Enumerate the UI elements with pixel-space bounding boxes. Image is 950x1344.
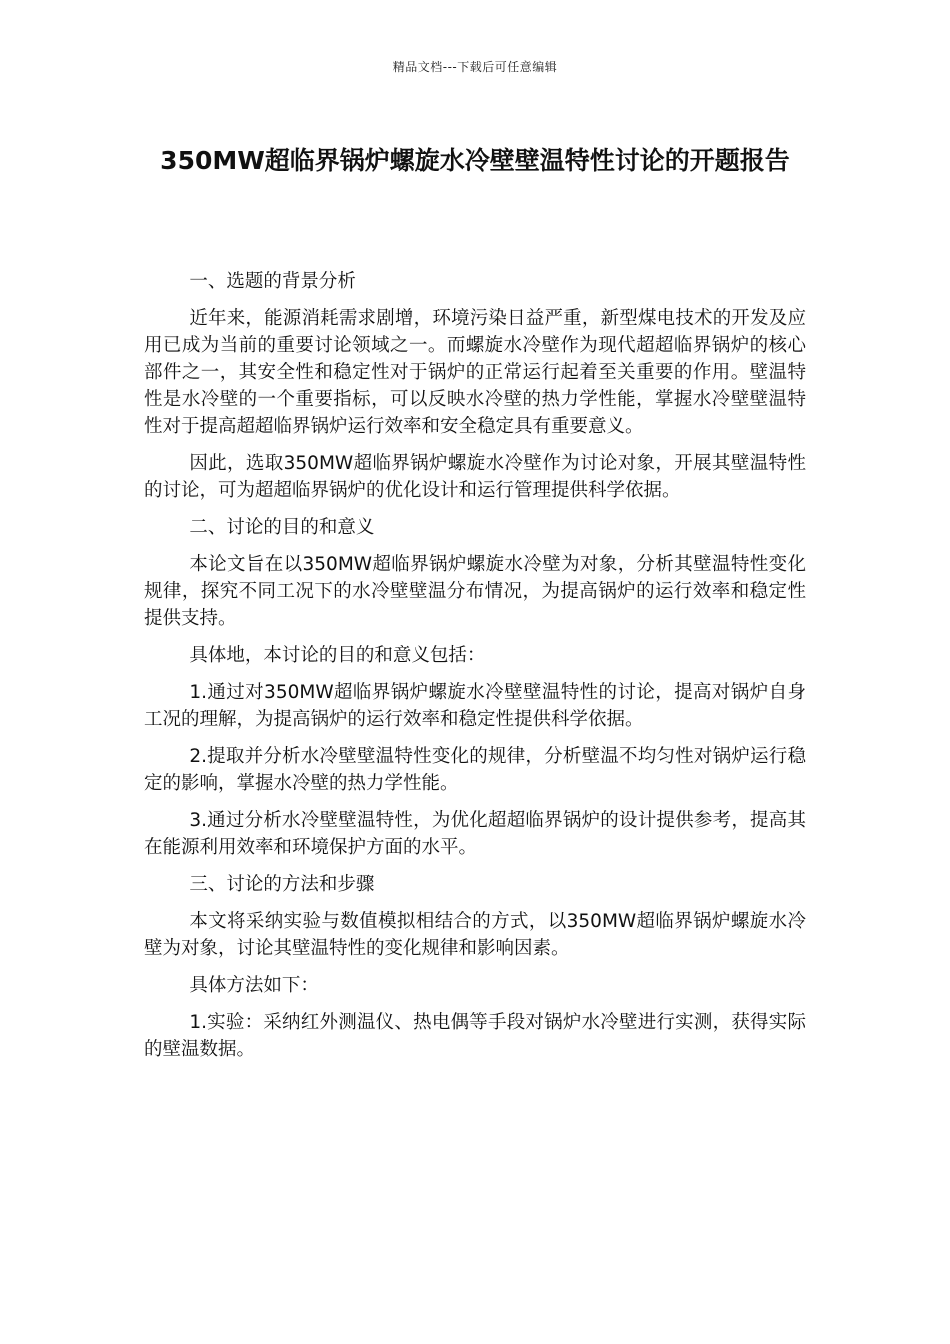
document-body	[144, 268, 806, 1073]
section-heading-purpose: 二、讨论的目的和意义	[189, 517, 375, 538]
list-item: 1.实验：采纳红外测温仪、热电偶等手段对锅炉水冷壁进行实测，获得实际的壁温数据。	[144, 1012, 806, 1060]
document-title: 350MW超临界锅炉螺旋水冷壁壁温特性讨论的开题报告	[160, 146, 790, 175]
section-heading-methods: 三、讨论的方法和步骤	[189, 874, 375, 895]
list-item: 2.提取并分析水冷壁壁温特性变化的规律，分析壁温不均匀性对锅炉运行稳定的影响，掌握水冷壁的热力学性能。	[144, 746, 806, 794]
paragraph: 近年来，能源消耗需求剧增，环境污染日益严重，新型煤电技术的开发及应用已成为当前的重要讨论领域之一。而螺旋水冷壁作为现代超超临界锅炉的核心部件之一，其安全性和稳定性对于锅炉的正常运行起着至关重要的作用。壁温特性是水冷壁的一个重要指标，可以反映水冷壁的热力学性能，掌握水冷壁壁温特性对于提高超超临界锅炉运行效率和安全稳定具有重要意义。	[144, 308, 806, 437]
header-note: 精品文档---下载后可任意编辑	[392, 60, 558, 74]
paragraph: 本论文旨在以350MW超临界锅炉螺旋水冷壁为对象，分析其壁温特性变化规律，探究不同工况下的水冷壁壁温分布情况，为提高锅炉的运行效率和稳定性提供支持。	[144, 554, 806, 629]
section-heading-background: 一、选题的背景分析	[189, 271, 356, 292]
list-item: 3.通过分析水冷壁壁温特性，为优化超超临界锅炉的设计提供参考，提高其在能源利用效率和环境保护方面的水平。	[144, 810, 806, 858]
list-item: 1.通过对350MW超临界锅炉螺旋水冷壁壁温特性的讨论，提高对锅炉自身工况的理解，为提高锅炉的运行效率和稳定性提供科学依据。	[144, 682, 806, 730]
paragraph: 具体方法如下：	[189, 975, 319, 996]
paragraph: 本文将采纳实验与数值模拟相结合的方式，以350MW超临界锅炉螺旋水冷壁为对象，讨论其壁温特性的变化规律和影响因素。	[144, 911, 806, 959]
paragraph: 具体地，本讨论的目的和意义包括：	[189, 645, 486, 666]
paragraph: 因此，选取350MW超临界锅炉螺旋水冷壁作为讨论对象，开展其壁温特性的讨论，可为超超临界锅炉的优化设计和运行管理提供科学依据。	[144, 453, 806, 501]
